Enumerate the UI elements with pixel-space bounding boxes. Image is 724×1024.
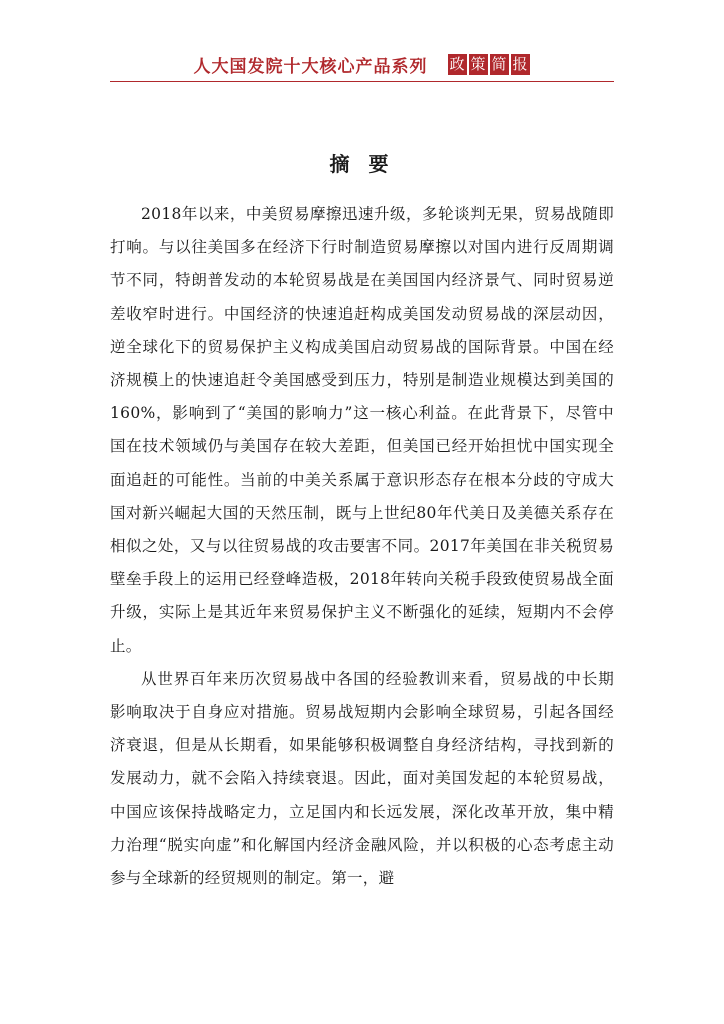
abstract-heading: 摘 要 bbox=[329, 152, 395, 176]
badge-char: 政 bbox=[449, 55, 465, 73]
policy-brief-badge bbox=[447, 54, 531, 75]
page-header bbox=[0, 52, 724, 77]
badge-char: 简 bbox=[491, 55, 507, 73]
series-title: 人大国发院十大核心产品系列 bbox=[193, 57, 428, 77]
header-divider bbox=[110, 81, 614, 82]
abstract-body bbox=[110, 198, 614, 895]
badge-char: 策 bbox=[470, 55, 486, 73]
paragraph: 从世界百年来历次贸易战中各国的经验教训来看，贸易战的中长期影响取决于自身应对措施。贸易战短期内会影响全球贸易，引起各国经济衰退，但是从长期看，如果能够积极调整自身经济结构，寻找到新的发展动力，就不会陷入持续衰退。因此，面对美国发起的本轮贸易战，中国应该保持战略定力，立足国内和长远发展，深化改革开放，集中精力治理“脱实向虚”和化解国内经济金融风险，并以积极的心态考虑主动参与全球新的经贸规则的制定。第一，避 bbox=[110, 669, 614, 888]
paragraph: 2018年以来，中美贸易摩擦迅速升级，多轮谈判无果，贸易战随即打响。与以往美国多在经济下行时制造贸易摩擦以对国内进行反周期调节不同，特朗普发动的本轮贸易战是在美国国内经济景气、同时贸易逆差收窄时进行。中国经济的快速追赶构成美国发动贸易战的深层动因，逆全球化下的贸易保护主义构成美国启动贸易战的国际背景。中国在经济规模上的快速追赶令美国感受到压力，特别是制造业规模达到美国的160%，影响到了“美国的影响力”这一核心利益。在此背景下，尽管中国在技术领域仍与美国存在较大差距，但美国已经开始担忧中国实现全面追赶的可能性。当前的中美关系属于意识形态存在根本分歧的守成大国对新兴崛起大国的天然压制，既与上世纪80年代美日及美德关系存在相似之处，又与以往贸易战的攻击要害不同。2017年美国在非关税贸易壁垒手段上的运用已经登峰造极，2018年转向关税手段致使贸易战全面升级，实际上是其近年来贸易保护主义不断强化的延续，短期内不会停止。 bbox=[110, 205, 614, 655]
badge-char: 报 bbox=[512, 55, 528, 73]
